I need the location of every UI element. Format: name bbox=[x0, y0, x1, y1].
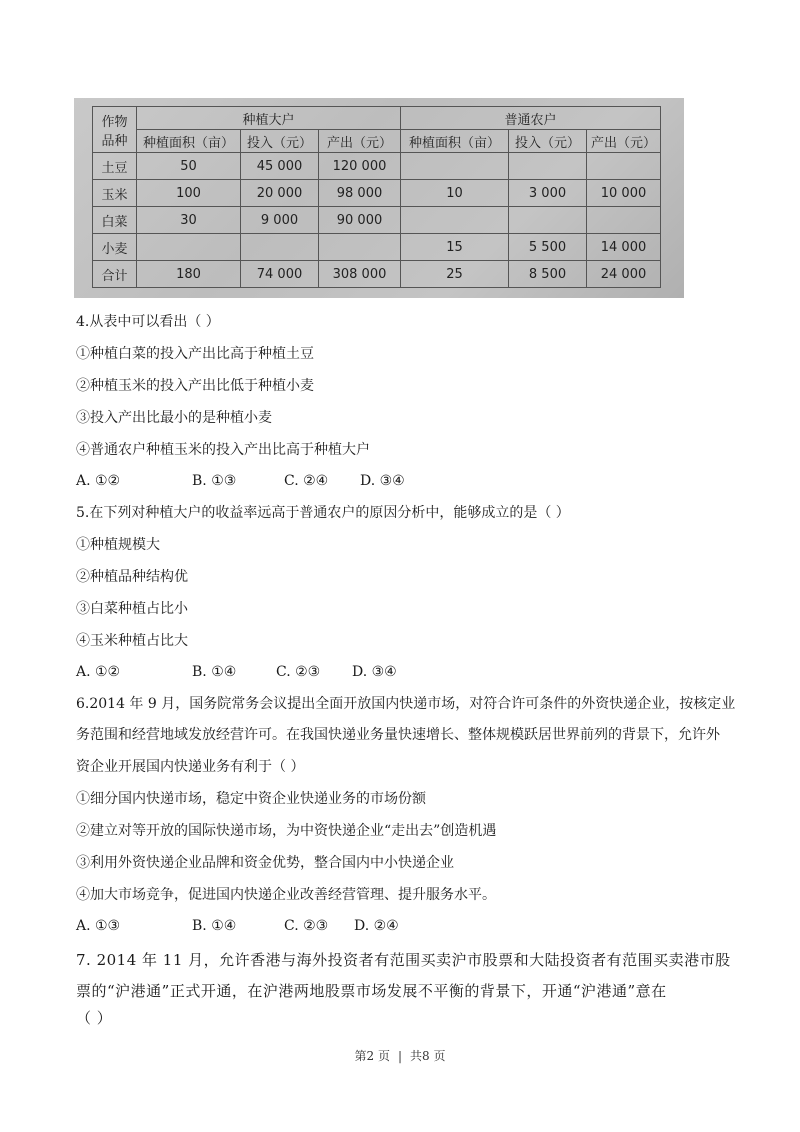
cell: 100 bbox=[137, 180, 241, 207]
cell: 120 000 bbox=[319, 153, 401, 180]
q5-stem: 5.在下列对种植大户的收益率远高于普通农户的原因分析中，能够成立的是（ ） bbox=[76, 505, 570, 521]
cell bbox=[137, 234, 241, 261]
q4-item-2: ②种植玉米的投入产出比低于种植小麦 bbox=[76, 378, 314, 394]
cell: 90 000 bbox=[319, 207, 401, 234]
q5-option-b[interactable]: B. ①④ bbox=[192, 664, 237, 680]
crop-name: 玉米 bbox=[93, 180, 137, 207]
q5-item-1: ①种植规模大 bbox=[76, 537, 160, 553]
crop-data-table bbox=[92, 106, 661, 288]
cell: 74 000 bbox=[241, 261, 319, 288]
cell: 25 bbox=[401, 261, 509, 288]
q4-option-a[interactable]: A. ①② bbox=[76, 473, 121, 489]
cell bbox=[509, 207, 587, 234]
table-photo bbox=[74, 98, 684, 298]
page-total: 共8 页 bbox=[410, 1049, 446, 1063]
table-row bbox=[93, 207, 661, 234]
cell: 20 000 bbox=[241, 180, 319, 207]
page-footer bbox=[0, 1047, 800, 1064]
crop-name: 土豆 bbox=[93, 153, 137, 180]
small-input-header: 投入（元） bbox=[509, 130, 587, 153]
page-number: 第2 页 bbox=[354, 1049, 390, 1063]
cell: 45 000 bbox=[241, 153, 319, 180]
q4-option-c[interactable]: C. ②④ bbox=[284, 473, 329, 489]
cell: 50 bbox=[137, 153, 241, 180]
q4-option-b[interactable]: B. ①③ bbox=[192, 473, 237, 489]
table-row bbox=[93, 180, 661, 207]
q4-stem: 4.从表中可以看出（ ） bbox=[76, 314, 220, 330]
large-farm-header: 种植大户 bbox=[137, 107, 401, 130]
large-input-header: 投入（元） bbox=[241, 130, 319, 153]
cell bbox=[587, 153, 661, 180]
crop-name: 小麦 bbox=[93, 234, 137, 261]
cell: 24 000 bbox=[587, 261, 661, 288]
table-row bbox=[93, 234, 661, 261]
q6-item-1: ①细分国内快递市场，稳定中资企业快递业务的市场份额 bbox=[76, 791, 426, 807]
q5-item-3: ③白菜种植占比小 bbox=[76, 601, 188, 617]
q4-item-3: ③投入产出比最小的是种植小麦 bbox=[76, 410, 272, 426]
cell: 308 000 bbox=[319, 261, 401, 288]
crop-header-cell bbox=[93, 107, 137, 153]
cell: 10 000 bbox=[587, 180, 661, 207]
q5-options bbox=[76, 662, 397, 682]
cell: 3 000 bbox=[509, 180, 587, 207]
crop-header-line1: 作物 bbox=[101, 114, 128, 130]
q6-option-d[interactable]: D. ②④ bbox=[354, 918, 399, 934]
cell: 98 000 bbox=[319, 180, 401, 207]
q6-option-c[interactable]: C. ②③ bbox=[284, 918, 329, 934]
q4-options bbox=[76, 471, 405, 491]
cell bbox=[401, 153, 509, 180]
cell: 30 bbox=[137, 207, 241, 234]
crop-name: 白菜 bbox=[93, 207, 137, 234]
cell: 180 bbox=[137, 261, 241, 288]
q6-stem-line-1: 6.2014 年 9 月，国务院常务会议提出全面开放国内快递市场，对符合许可条件的外资快递企业，按核定业 bbox=[76, 696, 736, 712]
cell bbox=[241, 234, 319, 261]
q6-item-4: ④加大市场竞争，促进国内快递企业改善经营管理、提升服务水平。 bbox=[76, 887, 496, 903]
q4-option-d[interactable]: D. ③④ bbox=[360, 473, 405, 489]
cell: 5 500 bbox=[509, 234, 587, 261]
cell: 8 500 bbox=[509, 261, 587, 288]
large-output-header: 产出（元） bbox=[319, 130, 401, 153]
small-output-header: 产出（元） bbox=[587, 130, 661, 153]
q5-item-4: ④玉米种植占比大 bbox=[76, 633, 188, 649]
q5-item-2: ②种植品种结构优 bbox=[76, 569, 188, 585]
footer-separator: | bbox=[397, 1049, 403, 1063]
q6-item-3: ③利用外资快递企业品牌和资金优势，整合国内中小快递企业 bbox=[76, 855, 454, 871]
q7-stem-line-3: （ ） bbox=[76, 1009, 113, 1027]
crop-name: 合计 bbox=[93, 261, 137, 288]
table-row-total bbox=[93, 261, 661, 288]
q6-option-b[interactable]: B. ①④ bbox=[192, 918, 237, 934]
large-area-header: 种植面积（亩） bbox=[137, 130, 241, 153]
q6-stem-line-3: 资企业开展国内快递业务有利于（ ） bbox=[76, 759, 305, 775]
cell bbox=[319, 234, 401, 261]
cell bbox=[587, 207, 661, 234]
q6-item-2: ②建立对等开放的国际快递市场，为中资快递企业“走出去”创造机遇 bbox=[76, 823, 497, 839]
q5-option-c[interactable]: C. ②③ bbox=[276, 664, 321, 680]
q5-option-a[interactable]: A. ①② bbox=[76, 664, 121, 680]
q7-stem-line-1: 7. 2014 年 11 月，允许香港与海外投资者有范围买卖沪市股票和大陆投资者有范围买卖港市股 bbox=[76, 951, 731, 969]
cell: 10 bbox=[401, 180, 509, 207]
small-farm-header: 普通农户 bbox=[401, 107, 661, 130]
q4-item-1: ①种植白菜的投入产出比高于种植土豆 bbox=[76, 346, 314, 362]
cell: 14 000 bbox=[587, 234, 661, 261]
crop-header-line2: 品种 bbox=[101, 133, 128, 149]
q7-stem-line-2: 票的“沪港通”正式开通，在沪港两地股票市场发展不平衡的背景下，开通“沪港通”意在 bbox=[76, 982, 667, 1000]
cell bbox=[401, 207, 509, 234]
table-row bbox=[93, 153, 661, 180]
cell bbox=[509, 153, 587, 180]
q6-stem-line-2: 务范围和经营地域发放经营许可。在我国快递业务量快速增长、整体规模跃居世界前列的背景下，允许外 bbox=[76, 727, 720, 743]
q4-item-4: ④普通农户种植玉米的投入产出比高于种植大户 bbox=[76, 442, 370, 458]
cell: 9 000 bbox=[241, 207, 319, 234]
q6-option-a[interactable]: A. ①③ bbox=[76, 918, 121, 934]
cell: 15 bbox=[401, 234, 509, 261]
q6-options bbox=[76, 916, 399, 936]
q5-option-d[interactable]: D. ③④ bbox=[352, 664, 397, 680]
small-area-header: 种植面积（亩） bbox=[401, 130, 509, 153]
